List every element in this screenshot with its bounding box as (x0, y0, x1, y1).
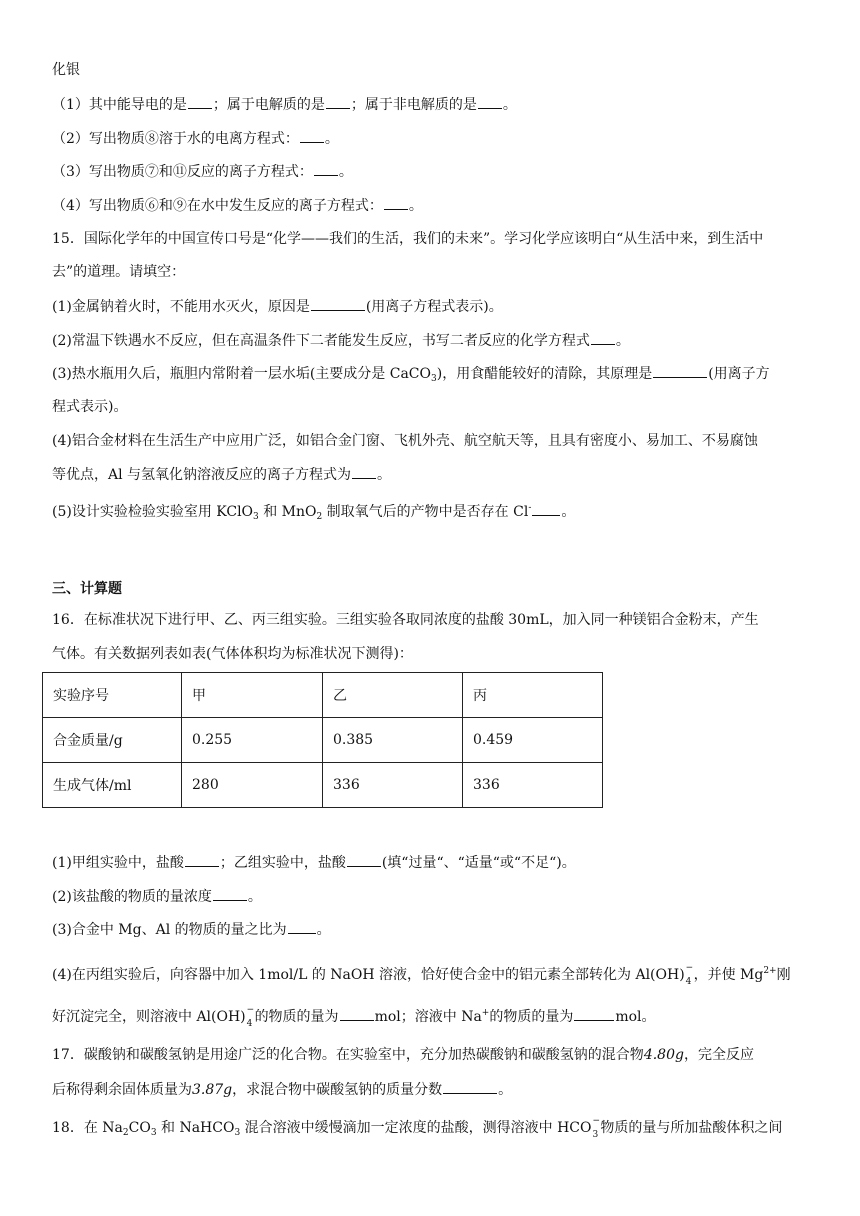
q17-text: ，完全反应 (683, 1047, 754, 1063)
table-cell: 生成气体/ml (43, 763, 182, 808)
q15-s3-text: (用离子方 (708, 366, 770, 382)
q14-continuation (52, 60, 80, 80)
section-heading: 三、计算题 (52, 581, 122, 597)
q15-s4-text: 。 (377, 467, 392, 483)
q14-p4-text: 。 (408, 198, 423, 214)
q14-cont-text: 化银 (52, 62, 80, 78)
answer-blank[interactable] (185, 852, 219, 867)
answer-blank[interactable] (653, 363, 707, 378)
q14-part2 (52, 128, 339, 149)
q15-s2-text: (2)常温下铁遇水不反应，但在高温条件下二者能发生反应，书写二者反应的化学方程式 (52, 333, 590, 349)
q15-s5-text: 和 MnO (258, 504, 317, 520)
superscript: - (528, 503, 532, 513)
q14-p4-text: （4）写出物质⑥和⑨在水中发生反应的离子方程式： (52, 198, 383, 214)
table-cell: 实验序号 (43, 673, 182, 718)
q14-p1-text: （1）其中能导电的是 (52, 97, 187, 113)
q15-stem-line2 (52, 262, 185, 282)
q15-s1-text: (1)金属钠着火时，不能用水灭火，原因是 (52, 299, 310, 315)
q16-s4-text: (4)在丙组实验后，向容器中加入 1mol/L 的 NaOH 溶液，恰好使合金中的铝元素全部转化为 Al(OH) (52, 967, 685, 983)
table-cell: 甲 (182, 673, 323, 718)
answer-blank[interactable] (574, 1006, 614, 1021)
answer-blank[interactable] (347, 852, 381, 867)
q14-p2-text: 。 (324, 131, 339, 147)
q14-p1-text: ；属于电解质的是 (212, 97, 325, 113)
q15-sub1 (52, 296, 503, 317)
answer-blank[interactable] (443, 1079, 497, 1094)
q16-sub4-cont (52, 1003, 656, 1027)
q18-text: 18．在 Na (52, 1120, 123, 1136)
subscript: 3 (150, 1128, 157, 1138)
q16-stem-line1 (52, 610, 759, 630)
table-cell: 丙 (463, 673, 603, 718)
answer-blank[interactable] (314, 161, 338, 176)
q17-mass: 4.80g (643, 1047, 684, 1063)
q17-line2 (52, 1079, 512, 1100)
q15-s2-text: 。 (615, 333, 630, 349)
q16-sub1 (52, 852, 576, 873)
answer-blank[interactable] (300, 128, 324, 143)
q16-s4-text: 的物质的量为 (489, 1009, 574, 1025)
q16-s4-text: mol；溶液中 Na (374, 1009, 482, 1025)
q15-sub4 (52, 431, 758, 451)
q17-text: 后称得剩余固体质量为 (52, 1082, 192, 1098)
q17-text: 17．碳酸钠和碳酸氢钠是用途广泛的化合物。在实验室中，充分加热碳酸钠和碳酸氢钠的混合物 (52, 1047, 644, 1063)
q15-s3-text: 程式表示)。 (52, 399, 128, 415)
q16-sub3 (52, 919, 331, 940)
ion-notation (685, 965, 694, 985)
q15-s4-text: 等优点，Al 与氢氧化钠溶液反应的离子方程式为 (52, 467, 352, 483)
subscript: 3 (253, 512, 259, 522)
q16-s4-text: 刚 (776, 967, 791, 983)
answer-blank[interactable] (384, 195, 408, 210)
table-cell: 合金质量/g (43, 718, 182, 763)
q15-sub5 (52, 498, 575, 527)
ion-notation (246, 1007, 255, 1027)
q16-s1-text: (填“过量“、“适量“或“不足“)。 (381, 855, 576, 871)
q15-s4-text: (4)铝合金材料在生活生产中应用广泛，如铝合金门窗、飞机外壳、航空航天等，且具有密度小、易加工、不易腐蚀 (52, 433, 758, 449)
superscript: − (592, 1116, 601, 1126)
subscript: 3 (592, 1130, 599, 1140)
q16-s2-text: (2)该盐酸的物质的量浓度 (52, 889, 212, 905)
superscript: 2+ (763, 966, 777, 976)
table-row (43, 763, 603, 808)
q16-s4-text: mol。 (615, 1009, 656, 1025)
q16-sub4 (52, 961, 791, 985)
ion-notation (592, 1118, 601, 1138)
q14-part3 (52, 161, 353, 182)
subscript: 2 (316, 512, 323, 522)
q15-s3-text: )，用食醋能较好的清除，其原理是 (436, 366, 653, 382)
answer-blank[interactable] (340, 1006, 374, 1021)
answer-blank[interactable] (532, 501, 560, 516)
table-row (43, 673, 603, 718)
table-cell: 280 (182, 763, 323, 808)
q15-sub3-cont (52, 397, 127, 417)
answer-blank[interactable] (326, 94, 350, 109)
q18-text: CO (128, 1120, 151, 1136)
table-cell: 336 (323, 763, 463, 808)
q14-part4 (52, 195, 423, 216)
q15-sub4-cont (52, 464, 391, 485)
q16-s4-text: 好沉淀完全，则溶液中 Al(OH) (52, 1009, 246, 1025)
q16-stem-text: 16．在标准状况下进行甲、乙、丙三组实验。三组实验各取同浓度的盐酸 30mL，加入同一种镁铝合金粉末，产生 (52, 612, 759, 628)
q18-text: 物质的量与所加盐酸体积之间 (600, 1120, 783, 1136)
table-cell: 0.255 (182, 718, 323, 763)
subscript: 2 (122, 1128, 129, 1138)
q18-text: 混合溶液中缓慢滴加一定浓度的盐酸，测得溶液中 HCO (240, 1120, 592, 1136)
q14-p1-text: ；属于非电解质的是 (350, 97, 477, 113)
table-cell: 336 (463, 763, 603, 808)
q16-stem-text: 气体。有关数据列表如表(气体体积均为标准状况下测得)： (52, 646, 413, 662)
q14-p2-text: （2）写出物质⑧溶于水的电离方程式： (52, 131, 299, 147)
q14-p1-text: 。 (502, 97, 517, 113)
q15-s5-text: 制取氧气后的产物中是否存在 Cl (322, 504, 529, 520)
answer-blank[interactable] (213, 886, 247, 901)
q17-mass: 3.87g (192, 1082, 233, 1098)
q16-s3-text: 。 (316, 922, 331, 938)
q16-s1-text: ；乙组实验中，盐酸 (219, 855, 346, 871)
q17-line1 (52, 1045, 754, 1065)
experiment-table (42, 672, 603, 808)
q18-text: 和 NaHCO (156, 1120, 235, 1136)
q16-s4-text: 的物质的量为 (254, 1009, 339, 1025)
answer-blank[interactable] (591, 330, 615, 345)
q14-p3-text: 。 (338, 164, 353, 180)
subscript: 4 (685, 977, 692, 987)
answer-blank[interactable] (478, 94, 502, 109)
subscript: 4 (246, 1019, 253, 1029)
q14-p3-text: （3）写出物质⑦和⑪反应的离子方程式： (52, 164, 313, 180)
answer-blank[interactable] (352, 464, 376, 479)
q15-s1-text: (用离子方程式表示)。 (365, 299, 503, 315)
superscript: − (246, 1005, 255, 1015)
q17-text: 。 (498, 1082, 513, 1098)
subscript: 3 (431, 374, 437, 384)
q15-s5-text: (5)设计实验检验实验室用 KClO (52, 504, 254, 520)
answer-blank[interactable] (188, 94, 212, 109)
q16-s4-text: ，并使 Mg (693, 967, 764, 983)
q15-stem-line1 (52, 229, 763, 249)
q15-stem-text: 去”的道理。请填空： (52, 264, 186, 280)
superscript: + (481, 1008, 490, 1018)
q15-sub2 (52, 330, 630, 351)
q16-s1-text: (1)甲组实验中，盐酸 (52, 855, 184, 871)
q17-text: ，求混合物中碳酸氢钠的质量分数 (232, 1082, 443, 1098)
q16-sub2 (52, 886, 262, 907)
q15-s3-text: (3)热水瓶用久后，瓶胆内常附着一层水垢(主要成分是 CaCO (52, 366, 431, 382)
table-cell: 乙 (323, 673, 463, 718)
q14-part1 (52, 94, 517, 115)
q16-s2-text: 。 (247, 889, 262, 905)
subscript: 3 (234, 1128, 241, 1138)
q15-s5-text: 。 (561, 504, 576, 520)
q18-line1 (52, 1118, 782, 1143)
q15-stem-text: 15．国际化学年的中国宣传口号是“化学——我们的生活，我们的未来”。学习化学应该明白“从生活中来，到生活中 (52, 231, 764, 247)
q16-s3-text: (3)合金中 Mg、Al 的物质的量之比为 (52, 922, 287, 938)
superscript: − (685, 963, 694, 973)
answer-blank[interactable] (311, 296, 365, 311)
q15-sub3 (52, 363, 770, 389)
table-row (43, 718, 603, 763)
table-cell: 0.385 (323, 718, 463, 763)
table-cell: 0.459 (463, 718, 603, 763)
q16-stem-line2 (52, 644, 413, 664)
answer-blank[interactable] (288, 919, 316, 934)
